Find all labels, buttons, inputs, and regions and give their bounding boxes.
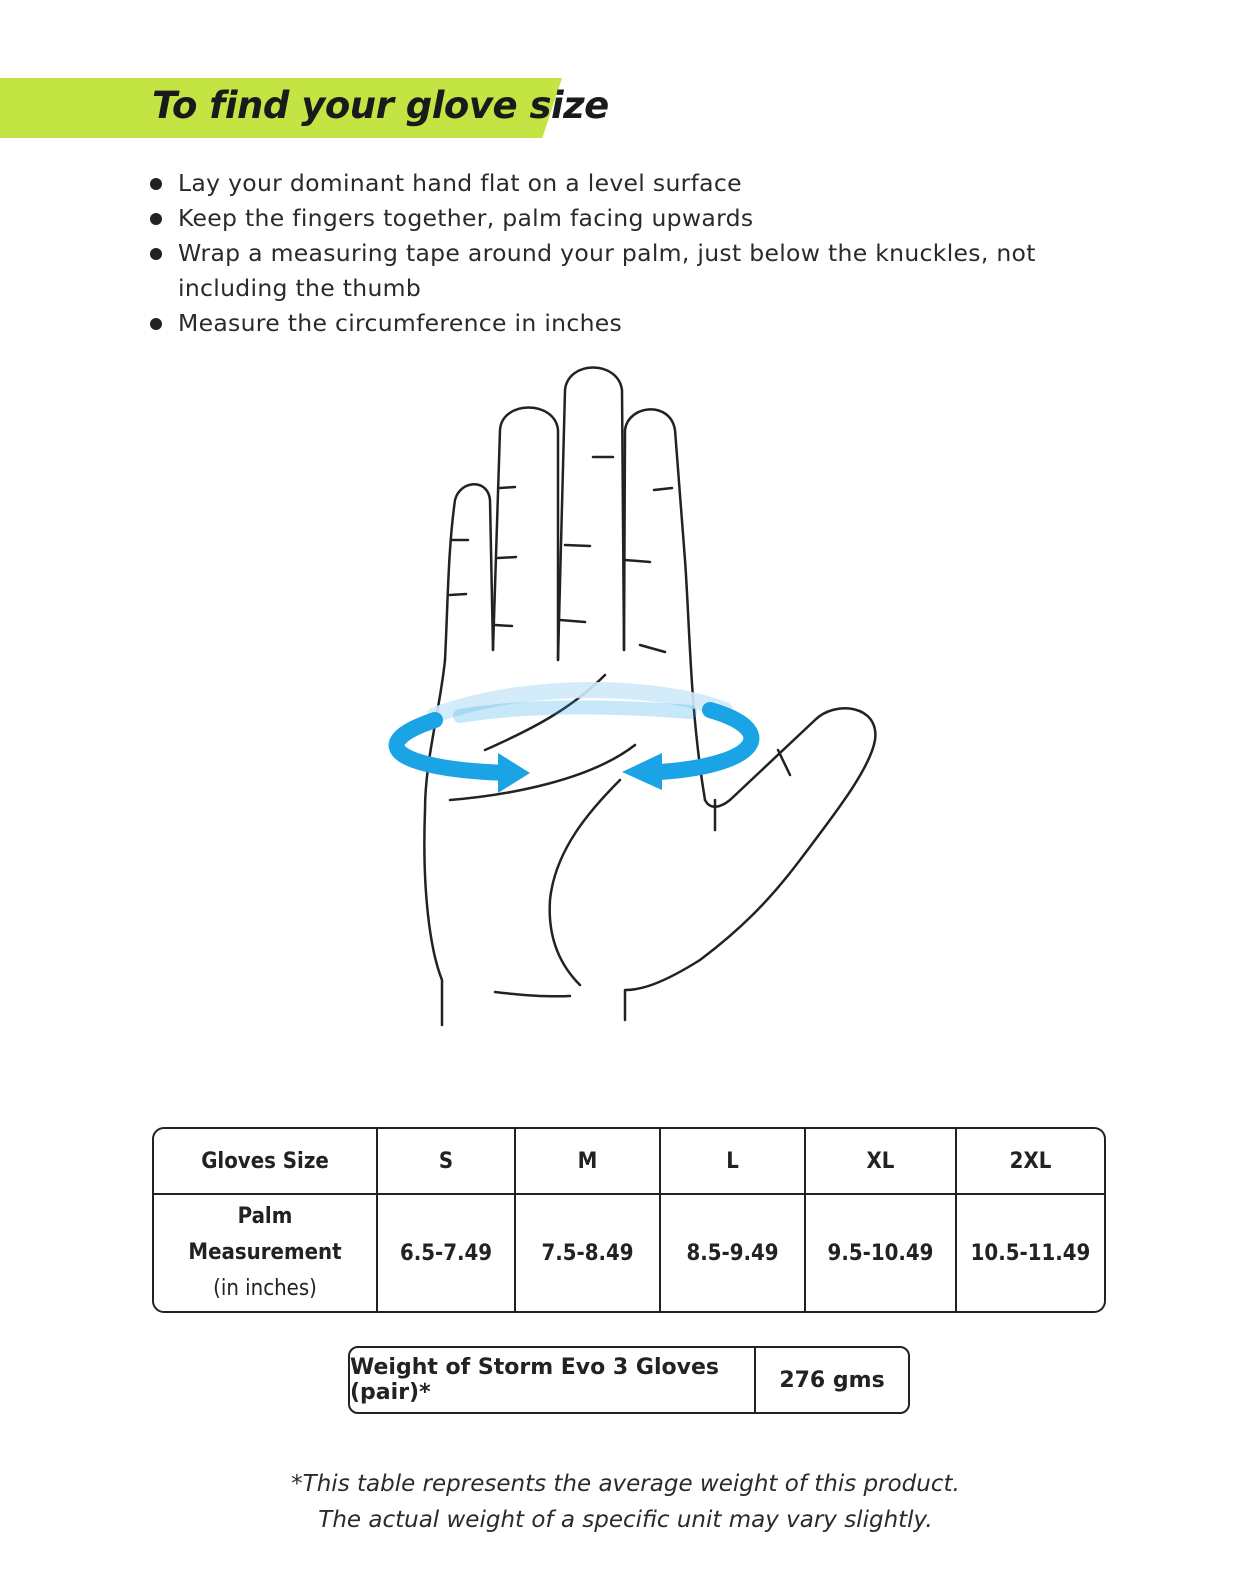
- measurement-cell: 10.5-11.49: [970, 1240, 1091, 1266]
- instructions-list: [150, 166, 1130, 341]
- size-chart-table: [152, 1127, 1106, 1313]
- weight-label: Weight of Storm Evo 3 Gloves (pair)*: [350, 1348, 756, 1412]
- instruction-text: Lay your dominant hand flat on a level surface: [178, 169, 742, 197]
- hand-measure-icon: [360, 360, 900, 1040]
- bullet-icon: [150, 248, 162, 260]
- footnote: [0, 1466, 1251, 1538]
- measurement-cell: 7.5-8.49: [515, 1194, 660, 1311]
- weight-value: 276 gms: [779, 1367, 885, 1393]
- size-cell: S: [377, 1129, 515, 1194]
- size-cell: 2XL: [956, 1129, 1104, 1194]
- page-title: To find your glove size: [152, 84, 609, 127]
- bullet-icon: [150, 213, 162, 225]
- instruction-text: Keep the fingers together, palm facing upwards: [178, 204, 754, 232]
- palm-measurement-label: [154, 1194, 377, 1311]
- row-label-unit: (in inches): [213, 1276, 317, 1301]
- footnote-line: The actual weight of a specific unit may vary slightly.: [318, 1507, 933, 1533]
- bullet-icon: [150, 318, 162, 330]
- weight-table: [348, 1346, 910, 1414]
- list-item: [150, 306, 1130, 341]
- footnote-line: *This table represents the average weight of this product.: [291, 1471, 960, 1497]
- list-item: [150, 166, 1130, 201]
- bullet-icon: [150, 178, 162, 190]
- table-row: [154, 1194, 1104, 1311]
- row-label-line: Measurement: [188, 1240, 342, 1265]
- size-cell: XL: [805, 1129, 956, 1194]
- gloves-size-header: Gloves Size: [154, 1129, 377, 1194]
- list-item: [150, 236, 1130, 306]
- size-cell: L: [660, 1129, 805, 1194]
- hand-illustration: [360, 360, 900, 1040]
- instruction-text: Measure the circumference in inches: [178, 309, 623, 337]
- list-item: [150, 201, 1130, 236]
- row-label-line: Palm: [237, 1204, 293, 1229]
- table-row: [154, 1129, 1104, 1194]
- measurement-cell: 9.5-10.49: [805, 1194, 956, 1311]
- instruction-text: Wrap a measuring tape around your palm, just below the knuckles, not including the thumb: [178, 239, 1036, 302]
- measurement-cell: 8.5-9.49: [660, 1194, 805, 1311]
- measurement-cell: 6.5-7.49: [377, 1194, 515, 1311]
- size-cell: M: [515, 1129, 660, 1194]
